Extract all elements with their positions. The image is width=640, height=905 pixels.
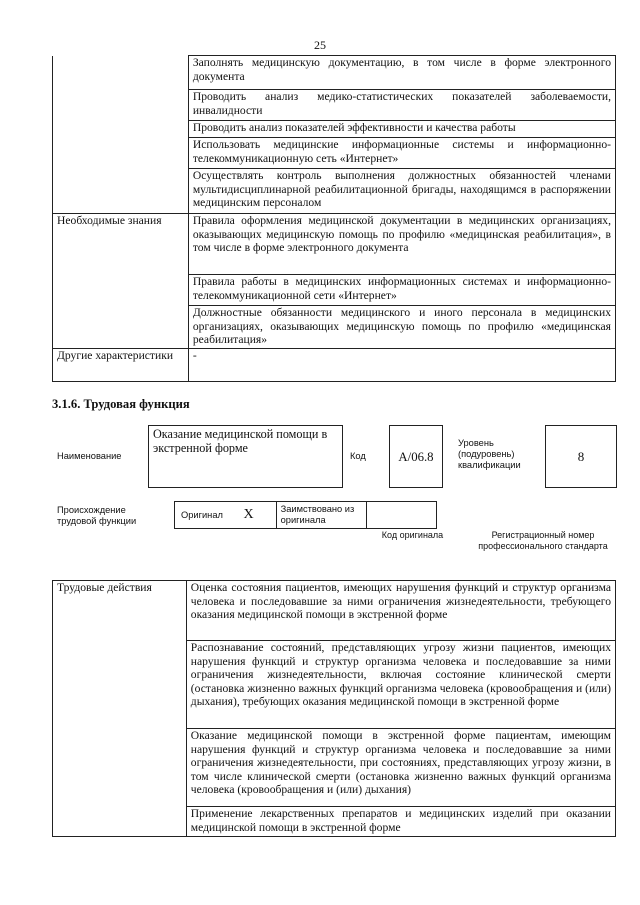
name-value-box — [148, 425, 343, 488]
level-label: Уровень (подуровень) квалификации — [458, 438, 521, 470]
list-item: Осуществлять контроль выполнения должностных обязанностей членами мультидисциплинарной реабилитационной бригады, находящимся в распоряжении медицинским персоналом — [188, 169, 615, 214]
skills-knowledge-table — [52, 55, 616, 382]
code-value-box — [389, 425, 443, 488]
row-label: Необходимые знания — [53, 214, 189, 349]
table-row — [53, 214, 616, 275]
original-cell — [175, 502, 277, 529]
level-value: 8 — [577, 449, 585, 464]
table-row — [53, 56, 616, 90]
name-label: Наименование — [57, 451, 122, 461]
list-item: Применение лекарственных препаратов и медицинских изделий при оказании медицинской помощи в экстренной форме — [186, 807, 615, 837]
code-original-cell — [367, 502, 437, 529]
name-value: Оказание медицинской помощи в экстренной форме — [153, 427, 328, 455]
section-heading: 3.1.6. Трудовая функция — [52, 397, 190, 411]
level-value-box — [545, 425, 617, 488]
borrowed-cell — [276, 502, 367, 529]
list-item: Распознавание состояний, представляющих угрозу жизни пациентов, имеющих нарушения функций и структур организма человека и последовавшие за ними ограничения жизнедеятельности, включая состояние клинической смерти (остановка жизненно важных функций организма человека (кровообращения и (или) дыхания), требующих оказания медицинской помощи в экстренной форме — [186, 641, 615, 729]
list-item: Проводить анализ показателей эффективности и качества работы — [188, 121, 615, 138]
origin-table — [174, 501, 437, 529]
code-label: Код — [350, 451, 366, 461]
code-original-caption: Код оригинала — [381, 530, 444, 540]
list-item: Оказание медицинской помощи в экстренной форме пациентам, имеющим нарушения функций и структур организма человека и последовавшие за ними ограничения жизнедеятельности, при состояниях, представляющих угрозу жизни, в том числе клинической смерти (остановка жизненно важных функций организма человека (кровообращения и (или) дыхания) — [186, 729, 615, 807]
origin-label: Происхождение трудовой функции — [57, 505, 137, 526]
list-item: Использовать медицинские информационные системы и информационно-телекоммуникационную сеть «Интернет» — [188, 138, 615, 169]
list-item: Оценка состояния пациентов, имеющих нарушения функций и структур организма человека и последовавшие за ними ограничения жизнедеятельности, требующего оказания медицинской помощи в экстренной форме — [186, 581, 615, 641]
code-value: A/06.8 — [398, 450, 434, 464]
table-row — [53, 349, 616, 382]
page-number: 25 — [314, 38, 326, 52]
labor-actions-table — [52, 580, 616, 837]
reg-number-caption: Регистрационный номер профессионального стандарта — [478, 530, 608, 551]
row-label: Другие характеристики — [53, 349, 189, 382]
list-item: Проводить анализ медико-статистических показателей заболеваемости, инвалидности — [188, 90, 615, 121]
borrowed-label: Заимствовано из оригинала — [280, 504, 355, 525]
table-row — [53, 581, 616, 641]
row-label — [53, 56, 189, 214]
list-item: - — [188, 349, 615, 382]
table-row — [175, 502, 437, 529]
list-item: Правила оформления медицинской документации в медицинских организациях, оказывающих медицинскую помощь по профилю «медицинская реабилитация», в том числе в форме электронного документа — [188, 214, 615, 275]
original-label: Оригинал — [181, 510, 223, 521]
list-item: Правила работы в медицинских информационных системах и информационно-телекоммуникационной сети «Интернет» — [188, 275, 615, 306]
list-item: Должностные обязанности медицинского и иного персонала в медицинских организациях, оказывающих медицинскую помощь по профилю «медицинская реабилитация» — [188, 306, 615, 349]
row-label: Трудовые действия — [53, 581, 187, 837]
list-item: Заполнять медицинскую документацию, в том числе в форме электронного документа — [188, 56, 615, 90]
original-mark: X — [243, 507, 254, 523]
